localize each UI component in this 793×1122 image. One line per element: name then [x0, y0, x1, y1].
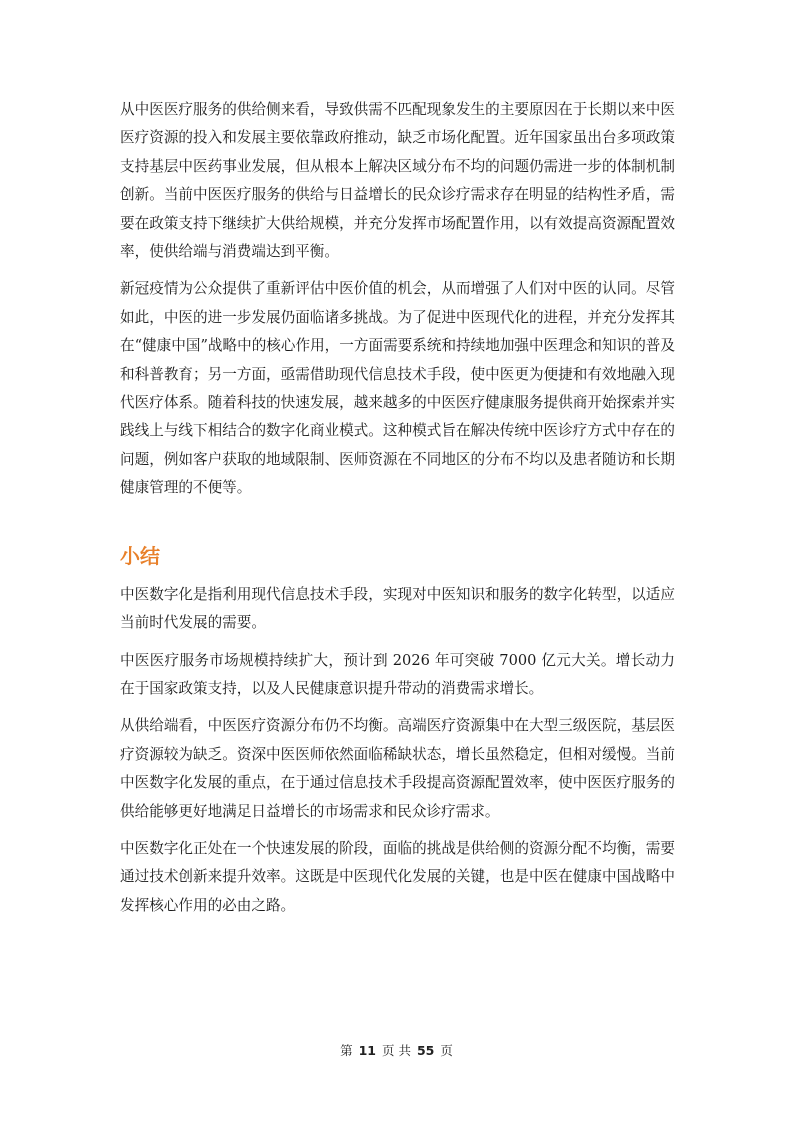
body-paragraph-supply-side: 从中医医疗服务的供给侧来看，导致供需不匹配现象发生的主要原因在于长期以来中医医疗资源的投入和发展主要依靠政府推动，缺乏市场化配置。近年国家虽出台多项政策支持基层中医药事业发展，但从根本上解决区域分布不均的问题仍需进一步的体制机制创新。当前中医医疗服务的供给与日益增长的民众诊疗需求存在明显的结构性矛盾，需要在政策支持下继续扩大供给规模，并充分发挥市场配置作用，以有效提高资源配置效率，使供给端与消费端达到平衡。 [120, 101, 675, 261]
summary-paragraph-definition: 中医数字化是指利用现代信息技术手段，实现对中医知识和服务的数字化转型，以适应当前时代发展的需要。 [120, 585, 675, 632]
footer-prefix: 第 [340, 1043, 353, 1058]
page-content [120, 96, 675, 929]
summary-paragraph-supply: 从供给端看，中医医疗资源分布仍不均衡。高端医疗资源集中在大型三级医院，基层医疗资源较为缺乏。资深中医医师依然面临稀缺状态，增长虽然稳定，但相对缓慢。当前中医数字化发展的重点，在于通过信息技术手段提高资源配置效率，使中医医疗服务的供给能够更好地满足日益增长的市场需求和民众诊疗需求。 [120, 717, 675, 820]
section-heading-summary: 小结 [120, 543, 160, 568]
page-footer [0, 1041, 793, 1059]
summary-paragraph-conclusion: 中医数字化正处在一个快速发展的阶段，面临的挑战是供给侧的资源分配不均衡，需要通过技术创新来提升效率。这既是中医现代化发展的关键，也是中医在健康中国战略中发挥核心作用的必由之路。 [120, 839, 675, 914]
body-paragraph-covid: 新冠疫情为公众提供了重新评估中医价值的机会，从而增强了人们对中医的认同。尽管如此，中医的进一步发展仍面临诸多挑战。为了促进中医现代化的进程，并充分发挥其在“健康中国”战略中的核心作用，一方面需要系统和持续地加强中医理念和知识的普及和科普教育；另一方面，亟需借助现代信息技术手段，使中医更为便捷和有效地融入现代医疗体系。随着科技的快速发展，越来越多的中医医疗健康服务提供商开始探索并实践线上与线下相结合的数字化商业模式。这种模式旨在解决传统中医诊疗方式中存在的问题，例如客户获取的地域限制、医师资源在不同地区的分布不均以及患者随访和长期健康管理的不便等。 [120, 280, 675, 497]
footer-suffix: 页 [440, 1043, 453, 1058]
footer-current-page: 11 [358, 1043, 376, 1058]
footer-total-pages: 55 [416, 1043, 435, 1058]
footer-mid: 页 共 [382, 1043, 411, 1058]
summary-paragraph-market-size: 中医医疗服务市场规模持续扩大，预计到 2026 年可突破 7000 亿元大关。增长动力在于国家政策支持，以及人民健康意识提升带动的消费需求增长。 [120, 651, 675, 697]
